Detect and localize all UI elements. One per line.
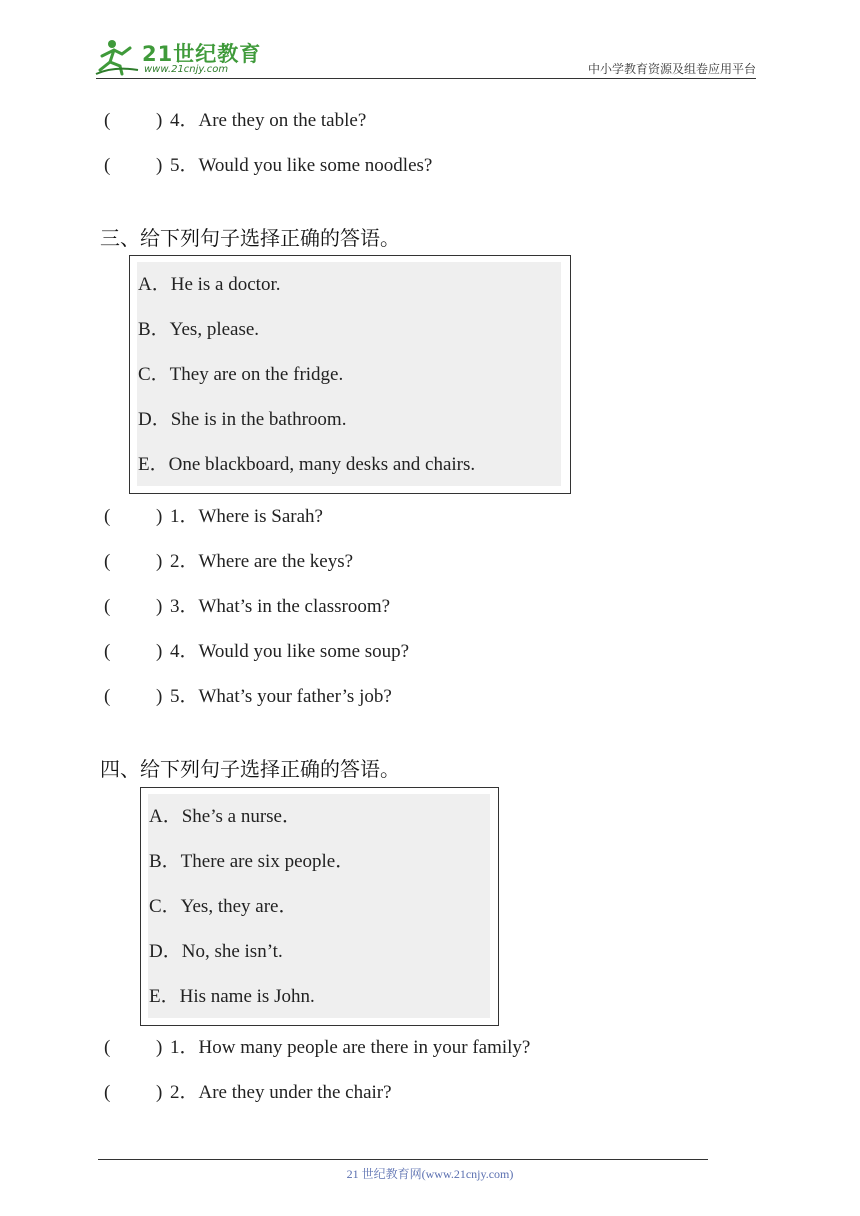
answer-bracket-close: ) — [156, 641, 163, 662]
answer-bracket-close: ) — [156, 506, 163, 527]
answer-bracket-open: ( — [104, 596, 111, 617]
answer-bracket-close: ) — [156, 155, 163, 176]
option-e: E．His name is John. — [149, 986, 315, 1007]
question-text: 5．Would you like some noodles? — [170, 155, 433, 176]
answer-bracket-open: ( — [104, 506, 111, 527]
option-a: A．She’s a nurse． — [149, 806, 301, 827]
question-text: 1．Where is Sarah? — [170, 506, 323, 527]
question-text: 4．Would you like some soup? — [170, 641, 410, 662]
option-c: C．Yes, they are． — [149, 896, 298, 917]
option-a: A．He is a doctor. — [138, 274, 281, 295]
answer-bracket-close: ) — [156, 1082, 163, 1103]
logo-text: 21世纪教育 — [142, 42, 262, 66]
answer-bracket-open: ( — [104, 155, 111, 176]
answer-bracket-open: ( — [104, 1037, 111, 1058]
section-3-options-box — [129, 255, 571, 494]
answer-bracket-close: ) — [156, 110, 163, 131]
question-text: 1．How many people are there in your family? — [170, 1037, 531, 1058]
option-b: B．There are six people． — [149, 851, 355, 872]
answer-bracket-open: ( — [104, 110, 111, 131]
footer-divider — [98, 1159, 708, 1160]
answer-bracket-close: ) — [156, 686, 163, 707]
header-divider — [96, 78, 756, 79]
section-3-title: 三、给下列句子选择正确的答语。 — [100, 226, 400, 250]
logo-url-text: www.21cnjy.com — [144, 64, 229, 75]
question-text: 4．Are they on the table? — [170, 110, 367, 131]
footer-site-link[interactable]: 21 世纪教育网(www.21cnjy.com) — [346, 1167, 514, 1181]
option-e: E．One blackboard, many desks and chairs. — [138, 454, 476, 475]
answer-bracket-close: ) — [156, 596, 163, 617]
option-d: D．No, she isn’t. — [149, 941, 283, 962]
answer-bracket-open: ( — [104, 686, 111, 707]
answer-bracket-close: ) — [156, 551, 163, 572]
answer-bracket-open: ( — [104, 641, 111, 662]
answer-bracket-open: ( — [104, 551, 111, 572]
question-text: 5．What’s your father’s job? — [170, 686, 392, 707]
answer-bracket-open: ( — [104, 1082, 111, 1103]
header-platform-text: 中小学教育资源及组卷应用平台 — [587, 62, 756, 76]
option-c: C．They are on the fridge. — [138, 364, 344, 385]
section-4-options-box — [140, 787, 499, 1026]
question-text: 3．What’s in the classroom? — [170, 596, 391, 617]
option-d: D．She is in the bathroom. — [138, 409, 347, 430]
question-text: 2．Are they under the chair? — [170, 1082, 392, 1103]
answer-bracket-close: ) — [156, 1037, 163, 1058]
site-logo — [94, 36, 264, 78]
option-b: B．Yes, please. — [138, 319, 260, 340]
question-text: 2．Where are the keys? — [170, 551, 354, 572]
section-4-title: 四、给下列句子选择正确的答语。 — [100, 757, 400, 781]
